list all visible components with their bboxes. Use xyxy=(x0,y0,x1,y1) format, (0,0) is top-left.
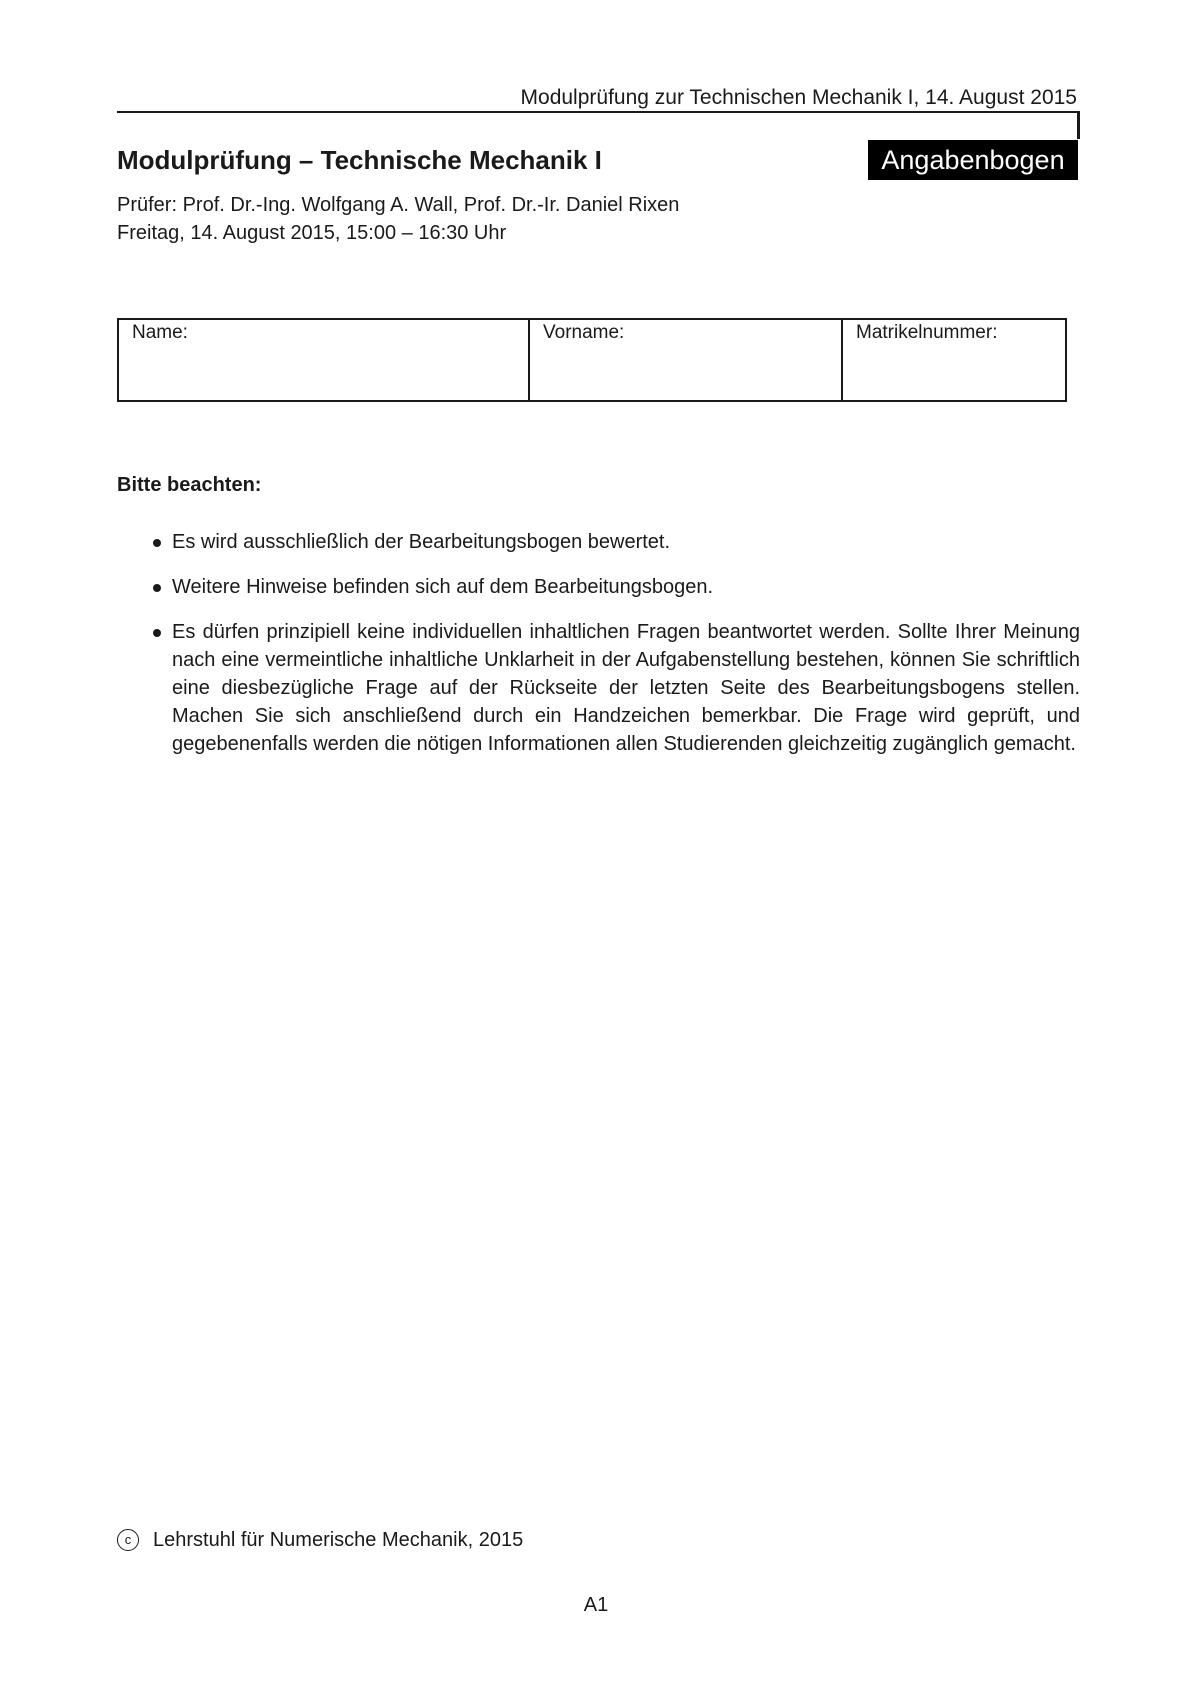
bullet-icon xyxy=(153,584,161,592)
notice-heading: Bitte beachten: xyxy=(117,474,262,496)
copyright-line xyxy=(117,1527,523,1553)
notice-item-text: Es wird ausschließlich der Bearbeitungsbogen bewertet. xyxy=(172,531,671,553)
notice-item xyxy=(117,573,1080,601)
matrikel-field[interactable] xyxy=(841,320,1065,400)
copyright-text: Lehrstuhl für Numerische Mechanik, 2015 xyxy=(153,1529,524,1551)
bullet-icon xyxy=(153,629,161,637)
notice-item-text: Weitere Hinweise befinden sich auf dem Bearbeitungsbogen. xyxy=(172,576,714,598)
running-header: Modulprüfung zur Technischen Mechanik I, 14. August 2015 xyxy=(520,86,1077,109)
notice-list xyxy=(117,528,1080,775)
sheet-label-badge: Angabenbogen xyxy=(868,140,1078,180)
page-number xyxy=(0,1592,1200,1618)
page-number-label: A1 xyxy=(583,1594,609,1616)
name-field-label: Name: xyxy=(132,322,188,343)
vorname-field-label: Vorname: xyxy=(543,322,625,343)
exam-date-line: Freitag, 14. August 2015, 15:00 – 16:30 Uhr xyxy=(117,222,507,244)
vorname-field[interactable] xyxy=(528,320,841,400)
bullet-icon xyxy=(153,539,161,547)
name-field[interactable] xyxy=(119,320,528,400)
matrikel-field-label: Matrikelnummer: xyxy=(856,322,998,343)
examiners-line: Prüfer: Prof. Dr.-Ing. Wolfgang A. Wall, Prof. Dr.-Ir. Daniel Rixen xyxy=(117,194,680,216)
student-info-table xyxy=(117,318,1067,402)
copyright-icon: c xyxy=(117,1529,139,1551)
header-rule-tick xyxy=(1077,111,1080,139)
notice-item xyxy=(117,618,1080,758)
page-title: Modulprüfung – Technische Mechanik I xyxy=(117,145,602,175)
header-rule xyxy=(117,111,1080,113)
notice-item-text: Es dürfen prinzipiell keine individuellen inhaltlichen Fragen beantwortet werden. Sollte Ihrer Meinung nach eine vermeintliche inhaltliche Unklarheit in der Aufgabenstellung bestehen, können Sie schriftlich eine diesbezügliche Frage auf der Rückseite der letzten Seite des Bearbeitungsbogens stellen. Machen Sie sich anschließend durch ein Handzeichen bemerkbar. Die Frage wird geprüft, und gegebenenfalls werden die nötigen Informationen allen Studierenden gleichzeitig zugänglich gemacht. xyxy=(172,621,1080,755)
notice-item xyxy=(117,528,1080,556)
